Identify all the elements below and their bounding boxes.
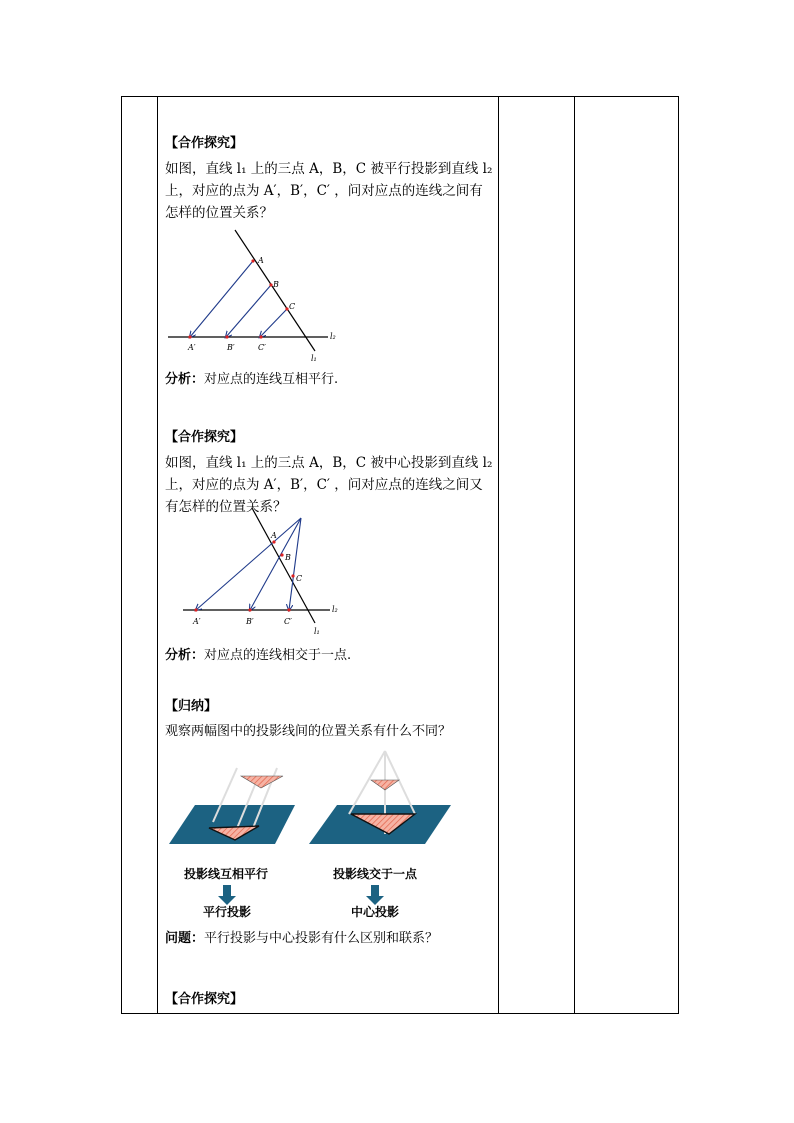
projection-line-c (260, 309, 287, 337)
central-projection-illustration (309, 751, 451, 844)
parallel-projection-figure (160, 225, 345, 365)
parallel-projection-illustration (169, 768, 295, 844)
analysis-text: 对应点的连线相交于一点. (204, 648, 352, 663)
point-a (272, 540, 275, 543)
section-heading: 【归纳】 (165, 699, 218, 714)
table-divider (157, 97, 158, 1013)
point-b-prime (225, 335, 228, 338)
label-c-prime: C′ (284, 617, 292, 626)
analysis-line (165, 369, 338, 391)
projection-comparison-figure (165, 748, 465, 928)
parallel-result: 平行投影 (202, 905, 252, 919)
table-divider (574, 97, 575, 1013)
label-l1: l₁ (311, 354, 317, 363)
section-paragraph: 如图，直线 l₁ 上的三点 A，B，C 被中心投影到直线 l₂ 上，对应的点为 A′，B′，C′ ，问对应点的连线之间又有怎样的位置关系？ (165, 455, 493, 515)
section-heading: 【合作探究】 (165, 430, 244, 445)
problem-text: 平行投影与中心投影有什么区别和联系？ (204, 931, 439, 946)
analysis-text: 对应点的连线互相平行. (204, 372, 339, 387)
projection-line-a (190, 261, 253, 337)
label-b: B (285, 553, 291, 562)
analysis-label: 分析： (165, 372, 205, 387)
analysis-line (165, 645, 351, 667)
label-b: B (273, 280, 279, 289)
label-c: C (296, 574, 303, 583)
section-question: 观察两幅图中的投影线间的位置关系有什么不同？ (165, 724, 452, 739)
projection-line-b (226, 285, 271, 337)
section-heading: 【合作探究】 (165, 992, 244, 1007)
central-result: 中心投影 (350, 905, 400, 919)
label-b-prime: B′ (227, 343, 235, 352)
point-c-prime (287, 608, 290, 611)
source-triangle (241, 776, 283, 788)
point-b (280, 553, 283, 556)
section-heading: 【合作探究】 (165, 136, 244, 151)
point-a-prime (194, 608, 197, 611)
central-projection-figure (175, 508, 350, 638)
point-a-prime (188, 335, 191, 338)
label-a-prime: A′ (193, 617, 201, 626)
label-l2: l₂ (332, 605, 338, 614)
analysis-label: 分析： (165, 648, 205, 663)
central-caption: 投影线交于一点 (332, 867, 418, 881)
line-l1 (235, 230, 315, 351)
label-l1: l₁ (314, 627, 320, 636)
point-a (251, 259, 254, 262)
label-c: C (289, 302, 296, 311)
down-arrow-icon (218, 885, 236, 905)
label-l2: l₂ (330, 332, 336, 341)
label-a: A (271, 531, 277, 540)
point-c (291, 574, 294, 577)
point-b-prime (248, 608, 251, 611)
point-c-prime (259, 335, 262, 338)
down-arrow-icon (366, 885, 384, 905)
line-l1 (252, 508, 315, 623)
label-a-prime: A′ (188, 343, 196, 352)
projection-line-c (289, 518, 301, 610)
problem-label: 问题： (165, 931, 205, 946)
projection-line-a (196, 518, 301, 610)
label-c-prime: C′ (258, 343, 266, 352)
label-a: A (258, 256, 264, 265)
table-divider (498, 97, 499, 1013)
source-triangle (371, 780, 399, 790)
label-b-prime: B′ (246, 617, 254, 626)
problem-line (165, 928, 438, 950)
parallel-caption: 投影线互相平行 (183, 867, 269, 881)
section-paragraph: 如图，直线 l₁ 上的三点 A，B，C 被平行投影到直线 l₂ 上，对应的点为 A′，B′，C′ ，问对应点的连线之间有怎样的位置关系？ (165, 161, 493, 221)
